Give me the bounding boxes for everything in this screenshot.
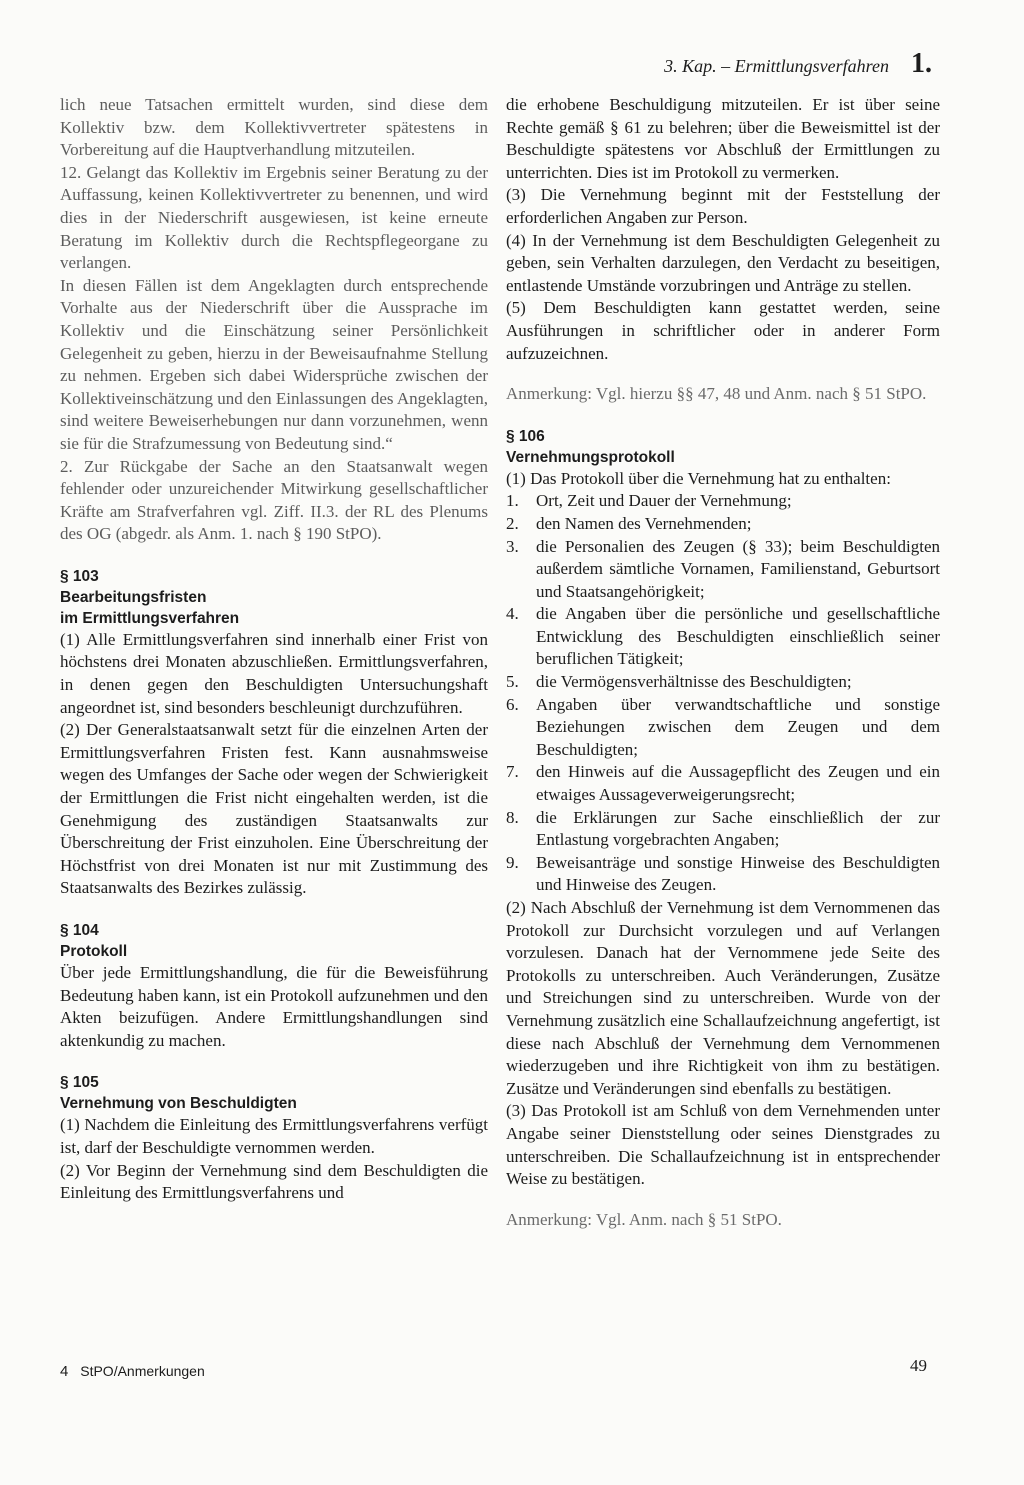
- footer-signature-mark: [60, 1363, 205, 1380]
- section-106-list: [506, 490, 940, 897]
- section-105-continuation: die erhobene Beschuldigung mitzuteilen. Er ist über seine Rechte gemäß § 61 zu belehren; über die Beweismittel ist der Beschuldigte spätestens vor Abschluß der Ermittlungen zu unterrichten. Dies ist im Protokoll zu vermerken.: [506, 95, 940, 182]
- list-item: 6. Angaben über verwandtschaftliche und sonstige Beziehungen zwischen dem Zeugen und dem Beschuldigten;: [506, 694, 940, 759]
- list-item: 8. die Erklärungen zur Sache einschließlich der zur Entlastung vorgebrachten Angaben;: [506, 807, 940, 850]
- signature-number: 4: [60, 1363, 69, 1380]
- list-item: 1. Ort, Zeit und Dauer der Vernehmung;: [506, 491, 792, 511]
- chapter-number: 1.: [911, 48, 932, 79]
- intro-paragraph: lich neue Tatsachen ermittelt wurden, sind diese dem Kollektiv bzw. dem Kollektivvertreter spätestens in Vorbereitung auf die Hauptverhandlung mitzuteilen.: [60, 95, 488, 160]
- list-item: 3. die Personalien des Zeugen (§ 33); beim Beschuldigten außerdem sämtliche Vornamen, Familienstand, Geburtsort und Staatsangehörigkeit;: [506, 536, 940, 601]
- note-item-2-paragraph: 2. Zur Rückgabe der Sache an den Staatsanwalt wegen fehlender oder unzureichender Mitwirkung gesellschaftlicher Kräfte am Strafverfahren vgl. Ziff. II.3. der RL des Plenums des OG (abgedr. als Anm. 1. nach § 190 StPO).: [60, 456, 488, 544]
- section-103-paragraph-1: (1) Alle Ermittlungsverfahren sind innerhalb einer Frist von höchstens drei Monaten abzuschließen. Ermittlungsverfahren, in denen gegen den Beschuldigten Untersuchungshaft angeordnet ist, sind besonders beschleunigt durchzuführen.: [60, 629, 488, 717]
- list-item: 5. die Vermögensverhältnisse des Beschuldigten;: [506, 672, 852, 692]
- section-103-title-line2: im Ermittlungsverfahren: [60, 609, 240, 627]
- section-105-number: § 105: [60, 1074, 99, 1092]
- chapter-title: 3. Kap. – Ermittlungsverfahren: [664, 56, 889, 76]
- section-104-number: § 104: [60, 922, 99, 939]
- annotation-note-105: Anmerkung: Vgl. hierzu §§ 47, 48 und Anm. nach § 51 StPO.: [506, 384, 927, 404]
- item-12-paragraph: 12. Gelangt das Kollektiv im Ergebnis seiner Beratung zu der Auffassung, keinen Kollektivvertreter zu benennen, und wird dies in der Niederschrift ausgewiesen, ist keine erneute Beratung im Kollektiv durch die Rechtspflegeorgane zu verlangen.: [60, 162, 488, 273]
- list-item: 4. die Angaben über die persönliche und gesellschaftliche Entwicklung des Beschuldigten einschließlich seiner beruflichen Tätigkeit;: [506, 604, 940, 669]
- section-105-paragraph-3: (3) Die Vernehmung beginnt mit der Feststellung der erforderlichen Angaben zur Person.: [506, 185, 940, 227]
- annotation-note-106: Anmerkung: Vgl. Anm. nach § 51 StPO.: [506, 1209, 782, 1229]
- section-105-paragraph-2: (2) Vor Beginn der Vernehmung sind dem Beschuldigten die Einleitung des Ermittlungsverfahrens und: [60, 1160, 488, 1203]
- section-105-title: Vernehmung von Beschuldigten: [60, 1095, 297, 1113]
- section-103-number: § 103: [60, 567, 99, 585]
- list-item: 7. den Hinweis auf die Aussagepflicht des Zeugen und ein etwaiges Aussageverweigerungsrecht;: [506, 762, 940, 805]
- signature-text: StPO/Anmerkungen: [80, 1363, 205, 1379]
- page-number: 49: [910, 1356, 927, 1375]
- running-header: [664, 48, 932, 80]
- section-106-paragraph-1: (1) Das Protokoll über die Vernehmung hat zu enthalten:: [506, 468, 891, 488]
- list-item: 2. den Namen des Vernehmenden;: [506, 513, 752, 533]
- section-105-paragraph-4: (4) In der Vernehmung ist dem Beschuldigten Gelegenheit zu geben, sein Verhalten darzulegen, den Verdacht zu beseitigen, entlastende Umstände vorzubringen und Anträge zu stellen.: [506, 230, 940, 295]
- section-105-paragraph-5: (5) Dem Beschuldigten kann gestattet werden, seine Ausführungen in schriftlicher oder in anderer Form aufzuzeichnen.: [506, 298, 940, 363]
- list-item: 9. Beweisanträge und sonstige Hinweise des Beschuldigten und Hinweise des Zeugen.: [506, 852, 940, 895]
- section-104-title: Protokoll: [60, 943, 128, 960]
- cases-paragraph: In diesen Fällen ist dem Angeklagten durch entsprechende Vorhalte aus der Niederschrift über die Aussprache im Kollektiv und die Einschätzung seiner Persönlichkeit Gelegenheit zu geben, hierzu in der Beweisaufnahme Stellung zu nehmen. Ergeben sich dabei Widersprüche zwischen der Kollektiveinschätzung und den Einlassungen des Angeklagten, sind weitere Beweiserhebungen nur dann vorzunehmen, wenn sie für die Strafzumessung von Bedeutung sind.“: [60, 275, 488, 453]
- right-column: [506, 94, 940, 1231]
- section-104-paragraph: Über jede Ermittlungshandlung, die für die Beweisführung Bedeutung haben kann, ist ein Protokoll aufzunehmen und den Akten beizufügen. Andere Ermittlungshandlungen sind aktenkundig zu machen.: [60, 963, 488, 1050]
- section-103-paragraph-2: (2) Der Generalstaatsanwalt setzt für die einzelnen Arten der Ermittlungsverfahren Fristen fest. Kann ausnahmsweise wegen des Umfanges der Sache oder wegen der Schwierigkeit der Ermittlungen die Frist nicht eingehalten werden, ist die Genehmigung des zuständigen Staatsanwalts zur Überschreitung der Frist einzuholen. Eine Überschreitung der Höchstfrist von drei Monaten ist nur mit Zustimmung des Staatsanwalts des Bezirkes zulässig.: [60, 720, 488, 898]
- section-106-title: Vernehmungsprotokoll: [506, 448, 675, 466]
- section-105-paragraph-1: (1) Nachdem die Einleitung des Ermittlungsverfahrens verfügt ist, darf der Beschuldigte vernommen werden.: [60, 1115, 488, 1157]
- left-column: [60, 94, 488, 1205]
- section-103-title-line1: Bearbeitungsfristen: [60, 588, 207, 606]
- section-106-number: § 106: [506, 427, 545, 445]
- section-106-paragraph-2: (2) Nach Abschluß der Vernehmung ist dem Vernommenen das Protokoll zur Durchsicht vorzulegen und auf Verlangen vorzulesen. Danach hat der Vernommene jede Seite des Protokolls zu unterschreiben. Auch Veränderungen, Zusätze und Streichungen sind zu unterschreiben. Wurde von der Vernehmung zusätzlich eine Schallaufzeichnung angefertigt, ist diese nach Abschluß der Vernehmung dem Vernommenen wiederzugeben und ihre Richtigkeit von ihm zu bestätigen. Zusätze und Veränderungen sind ebenfalls zu bestätigen.: [506, 898, 940, 1098]
- section-106-paragraph-3: (3) Das Protokoll ist am Schluß von dem Vernehmenden unter Angabe seiner Dienststellung oder seines Dienstgrades zu unterschreiben. Die Schallaufzeichnung ist in entsprechender Weise zu bestätigen.: [506, 1101, 940, 1189]
